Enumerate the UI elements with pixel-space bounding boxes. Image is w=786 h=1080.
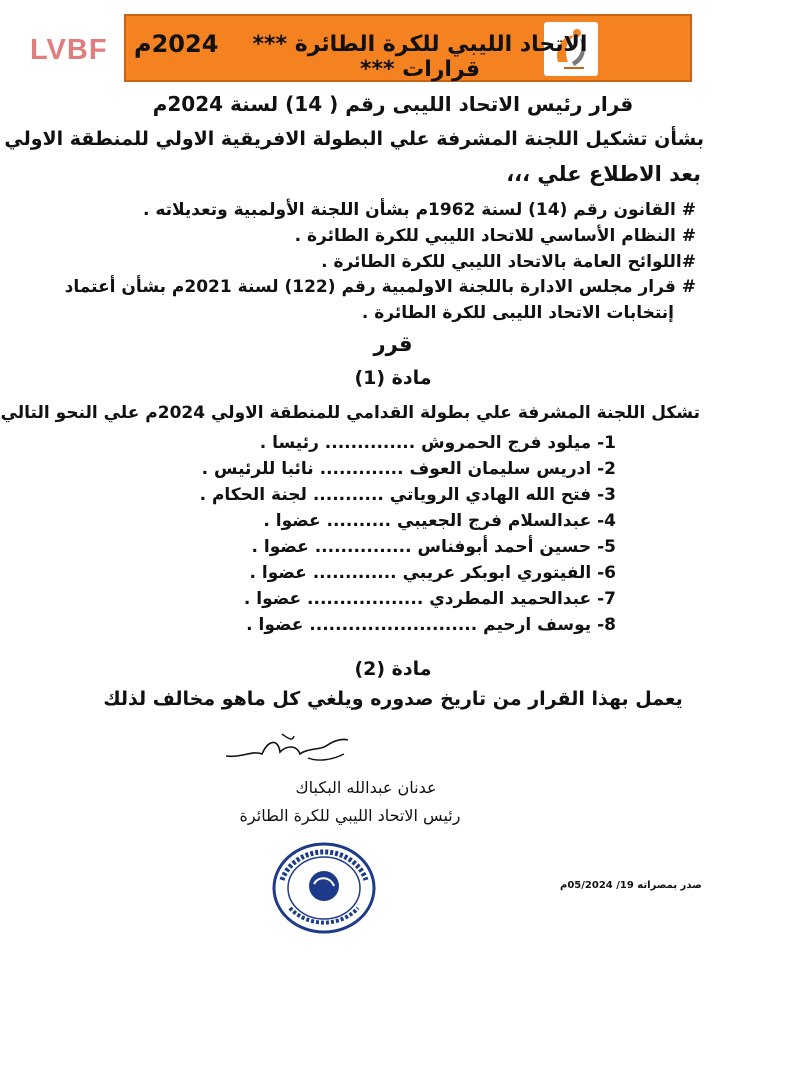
article-2-title: مادة (2) bbox=[354, 658, 432, 680]
article-1-title: مادة (1) bbox=[354, 367, 432, 389]
banner-title: الاتحاد الليبي للكرة الطائرة *** قرارات *** bbox=[252, 32, 588, 82]
article-2-text: يعمل بهذا القرار من تاريخ صدوره ويلغي كل ماهو مخالف لذلك bbox=[103, 688, 683, 710]
preamble: بعد الاطلاع علي ،،، bbox=[506, 162, 701, 186]
signature-icon bbox=[222, 728, 352, 768]
header-banner bbox=[124, 14, 692, 82]
decision-subject: بشأن تشكيل اللجنة المشرفة علي البطولة الافريقية الاولي للمنطقة الاولي bbox=[4, 128, 704, 150]
issued-date: صدر بمصراته 19/ 05/2024م bbox=[560, 880, 702, 891]
official-seal-icon bbox=[270, 840, 378, 936]
member-item: 6- الفيتوري ابوبكر عريبي ............. عضوا . bbox=[249, 563, 616, 583]
reference-item: # النظام الأساسي للاتحاد الليبي للكرة الطائرة . bbox=[294, 226, 696, 246]
article-1-text: تشكل اللجنة المشرفة علي بطولة القدامي للمنطقة الاولي 2024م علي النحو التالي bbox=[0, 403, 700, 423]
member-item: 1- ميلود فرج الحمروش .............. رئيسا . bbox=[259, 433, 616, 453]
member-item: 4- عبدالسلام فرج الجعيبي .......... عضوا . bbox=[263, 511, 616, 531]
banner-year: 2024م bbox=[134, 30, 219, 58]
reference-item: #اللوائح العامة بالاتحاد الليبي للكرة الطائرة . bbox=[321, 252, 696, 272]
member-item: 7- عبدالحميد المطردي .................. عضوا . bbox=[243, 589, 616, 609]
signatory-title: رئيس الاتحاد الليبي للكرة الطائرة bbox=[239, 806, 461, 825]
reference-item: # قرار مجلس الادارة باللجنة الاولمبية رقم (122) لسنة 2021م بشأن أعتماد bbox=[64, 277, 696, 297]
decision-title: قرار رئيس الاتحاد الليبى رقم ( 14) لسنة 2024م bbox=[152, 92, 634, 116]
decided-heading: قرر bbox=[373, 332, 413, 356]
signatory-name: عدنان عبدالله البكباك bbox=[295, 778, 437, 797]
reference-item: # القانون رقم (14) لسنة 1962م بشأن اللجنة الأولمبية وتعديلاته . bbox=[142, 200, 696, 220]
lvbf-logo: LVBF bbox=[30, 34, 108, 66]
reference-item: إنتخابات الاتحاد الليبى للكرة الطائرة . bbox=[361, 303, 674, 323]
member-item: 3- فتح الله الهادي الروياتي ........... لجنة الحكام . bbox=[199, 485, 616, 505]
member-item: 8- يوسف ارحيم .......................... عضوا . bbox=[246, 615, 616, 635]
member-item: 5- حسين أحمد أبوفناس ............... عضوا . bbox=[251, 537, 616, 557]
member-item: 2- ادريس سليمان العوف ............. نائبا للرئيس . bbox=[201, 459, 616, 479]
